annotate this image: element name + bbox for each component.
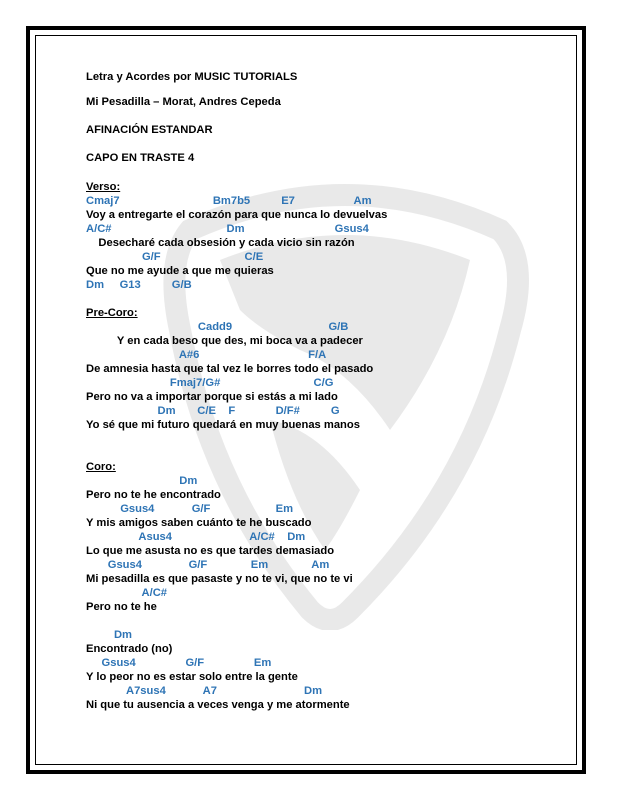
chord-line: Fmaj7/G# C/G [86,377,334,389]
lyric-line: Lo que me asusta no es que tardes demasiado [86,545,335,557]
section-heading: Verso: [86,181,121,193]
chord-line: G/F C/E [86,251,264,263]
chord-line: A/C# [86,587,168,599]
lyric-line: De amnesia hasta que tal vez le borres todo el pasado [86,363,374,375]
capo-line: CAPO EN TRASTE 4 [86,152,195,164]
lyric-line: Que no me ayude a que me quieras [86,265,274,277]
chord-line: A#6 F/A [86,349,327,361]
chord-line: Dm G13 G/B [86,279,192,291]
chord-line: Gsus4 G/F Em [86,657,272,669]
song-title: Mi Pesadilla – Morat, Andres Cepeda [86,96,281,108]
chord-line: Asus4 A/C# Dm [86,531,306,543]
chord-line: Cmaj7 Bm7b5 E7 Am [86,195,372,207]
lyric-line: Pero no te he encontrado [86,489,221,501]
lyric-line: Voy a entregarte el corazón para que nunca lo devuelvas [86,209,388,221]
lyric-line: Pero no va a importar porque si estás a mi lado [86,391,338,403]
chord-line: Dm [86,629,133,641]
chord-line: A7sus4 A7 Dm [86,685,323,697]
lyric-line: Desecharé cada obsesión y cada vicio sin razón [86,237,355,249]
chord-line: A/C# Dm Gsus4 [86,223,369,235]
tuning-line: AFINACIÓN ESTANDAR [86,124,213,136]
chord-line: Cadd9 G/B [86,321,349,333]
lyric-line: Pero no te he [86,601,157,613]
chord-line: Gsus4 G/F Em Am [86,559,330,571]
lyric-line: Y mis amigos saben cuánto te he buscado [86,517,312,529]
lyric-line: Yo sé que mi futuro quedará en muy buenas manos [86,419,360,431]
lyric-line: Y en cada beso que des, mi boca va a padecer [86,335,363,347]
lyric-line: Mi pesadilla es que pasaste y no te vi, que no te vi [86,573,353,585]
lyric-line: Encontrado (no) [86,643,173,655]
lyric-line: Ni que tu ausencia a veces venga y me atormente [86,699,350,711]
chord-line: Dm C/E F D/F# G [86,405,340,417]
lyric-line: Y lo peor no es estar solo entre la gente [86,671,298,683]
section-heading: Pre-Coro: [86,307,138,319]
credit-line: Letra y Acordes por MUSIC TUTORIALS [86,71,298,83]
chord-line: Dm [86,475,198,487]
chord-line: Gsus4 G/F Em [86,503,294,515]
section-heading: Coro: [86,461,116,473]
